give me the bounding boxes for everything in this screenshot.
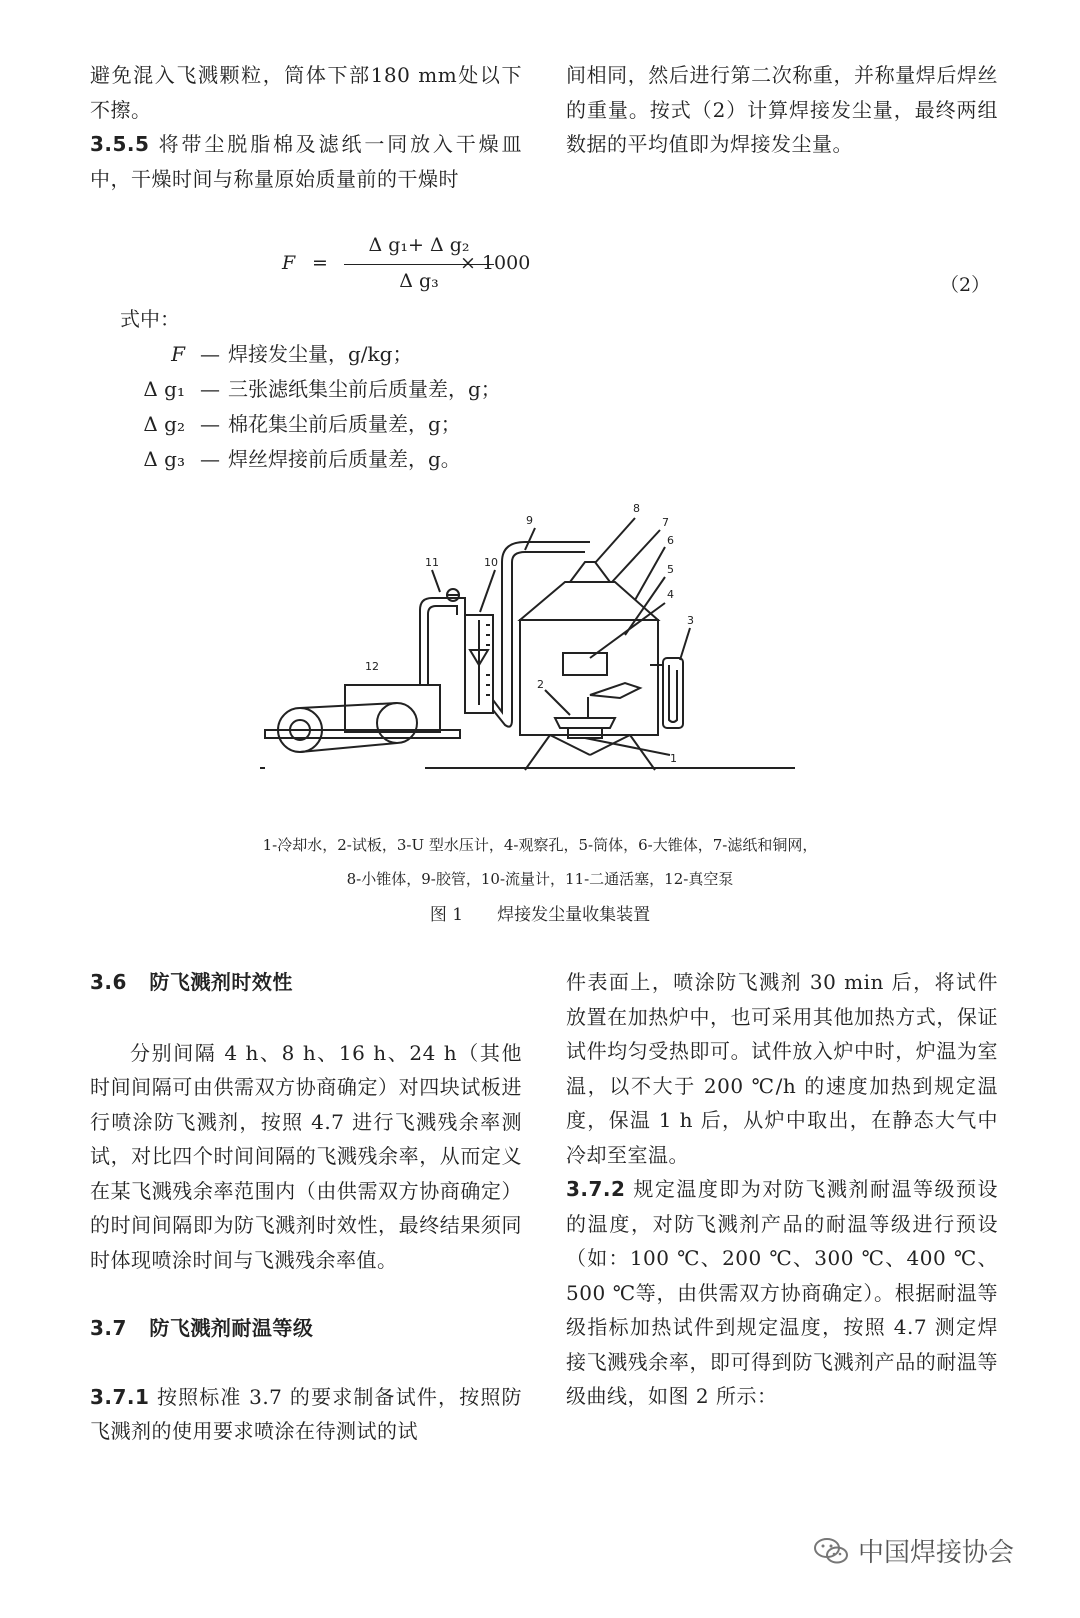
paragraph-3-7-2 xyxy=(566,1172,998,1414)
watermark xyxy=(812,1532,1014,1569)
heading-number: 3.6 xyxy=(90,970,127,994)
figure-label: 2 xyxy=(537,678,544,691)
definition-symbol: Δ g₃ xyxy=(143,447,185,471)
heading-3-7 xyxy=(90,1311,522,1346)
heading-title: 防飞溅剂时效性 xyxy=(149,970,293,994)
definition-symbol: Δ g₁ xyxy=(143,377,185,401)
watermark-text: 中国焊接协会 xyxy=(858,1538,1015,1568)
figure-label: 9 xyxy=(526,514,533,527)
figure-label: 11 xyxy=(425,556,439,569)
paragraph: 避免混入飞溅颗粒，筒体下部180 mm处以下不擦。 xyxy=(90,63,522,122)
definition-row xyxy=(120,442,461,477)
definition-row xyxy=(120,337,413,372)
section-number: 3.7.1 xyxy=(90,1384,150,1409)
large-cone-6 xyxy=(520,582,658,620)
formula-2 xyxy=(260,230,1020,300)
formula-lhs: F xyxy=(282,252,296,274)
figure-label: 3 xyxy=(687,614,694,627)
paragraph-text: 按照标准 3.7 的要求制备试件，按照防飞溅剂的使用要求喷涂在待测试的试 xyxy=(90,1384,522,1443)
figure-label: 4 xyxy=(667,588,674,601)
formula-equals: = xyxy=(312,252,328,274)
definition-row xyxy=(120,372,501,407)
figure-label: 10 xyxy=(484,556,498,569)
definition-dash: — xyxy=(200,412,220,436)
definitions-intro: 式中： xyxy=(120,307,180,331)
figure-label: 1 xyxy=(670,752,677,765)
definition-dash: — xyxy=(200,447,220,471)
figure-label: 12 xyxy=(365,660,379,673)
formula-definitions xyxy=(120,302,501,477)
figure-label: 8 xyxy=(633,502,640,515)
figure-title: 图 1 焊接发尘量收集装置 xyxy=(429,905,651,925)
paragraph: 分别间隔 4 h、8 h、16 h、24 h（其他时间间隔可由供需双方协商确定）对四块试板进行喷涂防飞溅剂，按照 4.7 进行飞溅残余率测试，对比四个时间间隔的飞溅残余率，从而定义在某飞溅残余率范围内（由供需双方协商确定）的时间间隔即为防飞溅剂时效性，最终结果须同时体现喷涂时间与飞溅残余率值。 xyxy=(90,1040,522,1272)
small-cone-8 xyxy=(570,562,610,582)
formula-number: （2） xyxy=(940,274,991,296)
section-number: 3.7.2 xyxy=(566,1177,626,1201)
definition-symbol: F xyxy=(171,342,185,366)
paragraph: 间相同，然后进行第二次称重，并称量焊后焊丝的重量。按式（2）计算焊接发尘量，最终两组数据的平均值即为焊接发尘量。 xyxy=(566,63,998,156)
definition-dash: — xyxy=(200,342,220,366)
heading-number: 3.7 xyxy=(90,1316,127,1340)
formula-denominator: Δ g₃ xyxy=(399,270,439,292)
u-manometer-3 xyxy=(663,658,683,728)
heading-3-6 xyxy=(90,965,522,1000)
pump-box xyxy=(345,685,440,732)
definition-text: 三张滤纸集尘前后质量差，g； xyxy=(228,377,501,401)
figure-label: 7 xyxy=(662,516,669,529)
definition-text: 焊接发尘量，g/kg； xyxy=(228,342,413,366)
left-column-top xyxy=(90,58,522,196)
wechat-icon xyxy=(812,1536,850,1566)
definition-dash: — xyxy=(200,377,220,401)
right-column-bottom xyxy=(566,965,998,1414)
paragraph-3-7-1 xyxy=(90,1380,522,1449)
figure-caption-line: 8-小锥体，9-胶管，10-流量计，11-二通活塞，12-真空泵 xyxy=(346,870,734,888)
apparatus-diagram xyxy=(250,500,810,790)
paragraph-3-5-5 xyxy=(90,127,522,196)
observation-hole-4 xyxy=(563,653,607,675)
formula-numerator: Δ g₁+ Δ g₂ xyxy=(368,234,470,256)
figure-caption-line: 1-冷却水，2-试板，3-U 型水压计，4-观察孔，5-筒体，6-大锥体，7-滤纸和铜网， xyxy=(262,836,818,854)
figure-label: 6 xyxy=(667,534,674,547)
figure-label: 5 xyxy=(667,563,674,576)
definition-text: 焊丝焊接前后质量差，g。 xyxy=(228,447,461,471)
definition-text: 棉花集尘前后质量差，g； xyxy=(228,412,461,436)
paragraph-text: 将带尘脱脂棉及滤纸一同放入干燥皿中，干燥时间与称量原始质量前的干燥时 xyxy=(90,132,522,191)
heading-title: 防飞溅剂耐温等级 xyxy=(149,1316,314,1340)
section-number: 3.5.5 xyxy=(90,132,150,156)
right-column-top xyxy=(566,58,998,162)
definition-row xyxy=(120,407,461,442)
paragraph-text: 规定温度即为对防飞溅剂耐温等级预设的温度，对防飞溅剂产品的耐温等级进行预设（如：100 ℃、200 ℃、300 ℃、400 ℃、500 ℃等，由供需双方协商确定）。根据耐温等级指标加热试件到规定温度，按照 4.7 测定焊接飞溅残余率，即可得到防飞溅剂产品的耐温等级曲线，如图 2 所示： xyxy=(566,1177,998,1408)
definition-symbol: Δ g₂ xyxy=(143,412,185,436)
formula-multiplier: × 1000 xyxy=(460,252,531,274)
test-plate-2 xyxy=(555,718,615,728)
left-column-bottom xyxy=(90,965,522,1449)
paragraph: 件表面上，喷涂防飞溅剂 30 min 后，将试件放置在加热炉中，也可采用其他加热方式，保证试件均匀受热即可。试件放入炉中时，炉温为室温，以不大于 200 ℃/h 的速度加热到规定温度，保温 1 h 后，从炉中取出，在静态大气中冷却至室温。 xyxy=(566,970,998,1167)
